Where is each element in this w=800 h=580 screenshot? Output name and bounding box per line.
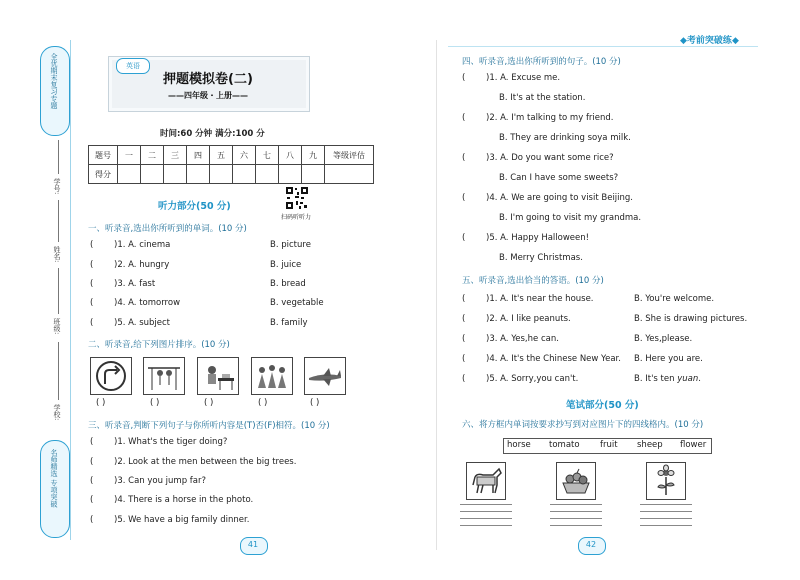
- section5-heading: 五、听录音,选出恰当的答语。(10 分): [462, 276, 604, 286]
- section4-heading: 四、听录音,选出你所听到的句子。(10 分): [462, 57, 621, 67]
- question-option-b: B. family: [270, 318, 308, 328]
- word-box: [503, 438, 712, 454]
- answer-paren[interactable]: (: [462, 354, 466, 364]
- answer-paren[interactable]: (: [462, 233, 466, 243]
- page-number-left: 41: [247, 540, 259, 549]
- question-option-a: )1. A. cinema: [114, 240, 171, 250]
- question-option-b: B. Here you are.: [634, 354, 703, 364]
- score-input-cell[interactable]: [141, 165, 164, 184]
- question-option-b: B. Yes,please.: [634, 334, 693, 344]
- name-line[interactable]: [58, 200, 59, 242]
- table-cell: 得分: [89, 165, 118, 184]
- question-option-b: B. I'm going to visit my grandma.: [499, 213, 642, 223]
- question-option-a: )3. A. Do you want some rice?: [486, 153, 614, 163]
- question-option-b: B. Can I have some sweets?: [499, 173, 619, 183]
- table-cell: 三: [164, 146, 187, 165]
- score-input-cell[interactable]: [302, 165, 325, 184]
- answer-paren[interactable]: (: [90, 260, 94, 270]
- question-option-b: B. It's ten yuan.: [634, 374, 701, 384]
- score-input-cell[interactable]: [187, 165, 210, 184]
- word-item: sheep: [637, 440, 663, 450]
- score-input-cell[interactable]: [164, 165, 187, 184]
- family-photo-icon: [251, 357, 293, 395]
- question-option-a: )5. A. subject: [114, 318, 171, 328]
- strip-top-box: [40, 46, 70, 136]
- strip-top-text: 全优期末复习专题: [50, 53, 58, 109]
- answer-paren[interactable]: ( ): [96, 398, 106, 408]
- question-option-b: B. She is drawing pictures.: [634, 314, 748, 324]
- list-item: )3. Can you jump far?: [114, 476, 207, 486]
- answer-paren[interactable]: (: [90, 515, 94, 525]
- flower-icon: [646, 462, 686, 500]
- answer-paren[interactable]: (: [462, 153, 466, 163]
- score-input-cell[interactable]: [279, 165, 302, 184]
- top-right-label: ◆考前突破练◆: [680, 36, 739, 46]
- section6-heading: 六、将方框内单词按要求抄写到对应图片下的四线格内。(10 分): [462, 420, 704, 430]
- word-item: fruit: [600, 440, 618, 450]
- table-cell: 二: [141, 146, 164, 165]
- section1-heading: 一、听录音,选出你所听到的单词。(10 分): [88, 224, 247, 234]
- studying-at-desk-icon: [197, 357, 239, 395]
- fruit-basket-icon: [556, 462, 596, 500]
- question-option-a: )5. A. Sorry,you can't.: [486, 374, 579, 384]
- table-cell: 九: [302, 146, 325, 165]
- diamond-icon: ◆: [680, 36, 687, 46]
- section3-heading: 三、听录音,判断下列句子与你所听内容是(T)否(F)相符。(10 分): [88, 421, 330, 431]
- word-item: horse: [507, 440, 531, 450]
- score-input-cell[interactable]: [118, 165, 141, 184]
- question-option-b: B. juice: [270, 260, 302, 270]
- question-option-b: B. vegetable: [270, 298, 324, 308]
- table-cell: 六: [233, 146, 256, 165]
- question-option-a: )5. A. Happy Halloween!: [486, 233, 590, 243]
- qr-code-icon[interactable]: [285, 186, 309, 210]
- answer-paren[interactable]: (: [462, 314, 466, 324]
- page-title: 押题模拟卷(二): [163, 72, 253, 87]
- answer-paren[interactable]: (: [90, 298, 94, 308]
- answer-paren[interactable]: (: [462, 193, 466, 203]
- question-option-a: )4. A. tomorrow: [114, 298, 181, 308]
- writing-title: 笔试部分(50 分): [566, 400, 639, 411]
- strip-bottom-box: [40, 440, 70, 538]
- question-option-a: )3. A. Yes,he can.: [486, 334, 559, 344]
- question-option-b: B. bread: [270, 279, 306, 289]
- answer-paren[interactable]: ( ): [150, 398, 160, 408]
- question-option-b: B. picture: [270, 240, 311, 250]
- question-option-b: B. They are drinking soya milk.: [499, 133, 631, 143]
- page-number-right: 42: [585, 540, 597, 549]
- list-item: )5. We have a big family dinner.: [114, 515, 250, 525]
- writing-grid[interactable]: [550, 504, 602, 528]
- answer-paren[interactable]: (: [90, 495, 94, 505]
- question-option-a: )4. A. We are going to visit Beijing.: [486, 193, 634, 203]
- name-label: 姓名:: [53, 246, 61, 263]
- list-item: )4. There is a horse in the photo.: [114, 495, 254, 505]
- question-option-a: )1. A. Excuse me.: [486, 73, 561, 83]
- student-number-label: 学号:: [53, 178, 61, 195]
- table-cell: 五: [210, 146, 233, 165]
- score-table-score-row: [89, 165, 374, 184]
- question-option-a: )4. A. It's the Chinese New Year.: [486, 354, 621, 364]
- answer-paren[interactable]: ( ): [258, 398, 268, 408]
- answer-paren[interactable]: (: [90, 457, 94, 467]
- question-option-a: )1. A. It's near the house.: [486, 294, 594, 304]
- diamond-icon: ◆: [731, 36, 739, 46]
- answer-paren[interactable]: (: [90, 279, 94, 289]
- time-score: 时间:60 分钟 满分:100 分: [160, 129, 265, 139]
- answer-paren[interactable]: (: [462, 113, 466, 123]
- writing-grid[interactable]: [640, 504, 692, 528]
- table-cell: 四: [187, 146, 210, 165]
- top-rule: [448, 46, 758, 47]
- table-cell: 八: [279, 146, 302, 165]
- binding-strip: [0, 0, 72, 580]
- score-table: [88, 145, 374, 184]
- list-item: )1. What's the tiger doing?: [114, 437, 228, 447]
- table-cell: 题号: [89, 146, 118, 165]
- strip-border-line: [70, 40, 71, 540]
- score-table-header-row: [89, 146, 374, 165]
- answer-paren[interactable]: ( ): [204, 398, 214, 408]
- table-cell: 七: [256, 146, 279, 165]
- right-turn-sign-icon: [90, 357, 132, 395]
- table-cell: 等级评估: [325, 146, 374, 165]
- word-item: flower: [680, 440, 707, 450]
- page-subtitle: ——四年级・上册——: [168, 91, 248, 100]
- answer-paren[interactable]: (: [462, 374, 466, 384]
- horse-icon: [466, 462, 506, 500]
- question-option-a: )3. A. fast: [114, 279, 156, 289]
- subject-badge: 英语: [116, 58, 150, 74]
- class-label: 班级:: [53, 318, 61, 335]
- children-climbing-icon: [143, 357, 185, 395]
- listening-title: 听力部分(50 分): [158, 201, 231, 212]
- score-input-cell[interactable]: [256, 165, 279, 184]
- table-cell: 一: [118, 146, 141, 165]
- airplane-icon: [304, 357, 346, 395]
- word-item: tomato: [549, 440, 580, 450]
- list-item: )2. Look at the men between the big trees.: [114, 457, 297, 467]
- score-input-cell[interactable]: [325, 165, 374, 184]
- class-line[interactable]: [58, 268, 59, 314]
- question-option-a: )2. A. I like peanuts.: [486, 314, 571, 324]
- answer-paren[interactable]: (: [462, 334, 466, 344]
- question-option-b: B. It's at the station.: [499, 93, 586, 103]
- strip-bottom-text: 名师精选 专项突破: [50, 449, 58, 508]
- question-option-a: )2. A. hungry: [114, 260, 170, 270]
- score-input-cell[interactable]: [233, 165, 256, 184]
- school-line[interactable]: [58, 342, 59, 400]
- answer-paren[interactable]: (: [462, 73, 466, 83]
- answer-paren[interactable]: (: [90, 240, 94, 250]
- section2-heading: 二、听录音,给下列图片排序。(10 分): [88, 340, 230, 350]
- answer-paren[interactable]: (: [90, 476, 94, 486]
- question-option-b: B. You're welcome.: [634, 294, 715, 304]
- school-label: 学校:: [53, 404, 61, 421]
- answer-paren[interactable]: (: [462, 294, 466, 304]
- answer-paren[interactable]: (: [90, 437, 94, 447]
- qr-caption: 扫码听听力: [281, 214, 312, 221]
- question-option-a: )2. A. I'm talking to my friend.: [486, 113, 614, 123]
- page-gutter: [436, 40, 437, 550]
- answer-paren[interactable]: (: [90, 318, 94, 328]
- answer-paren[interactable]: ( ): [310, 398, 320, 408]
- score-input-cell[interactable]: [210, 165, 233, 184]
- question-option-b: B. Merry Christmas.: [499, 253, 583, 263]
- student-number-line[interactable]: [58, 140, 59, 174]
- writing-grid[interactable]: [460, 504, 512, 528]
